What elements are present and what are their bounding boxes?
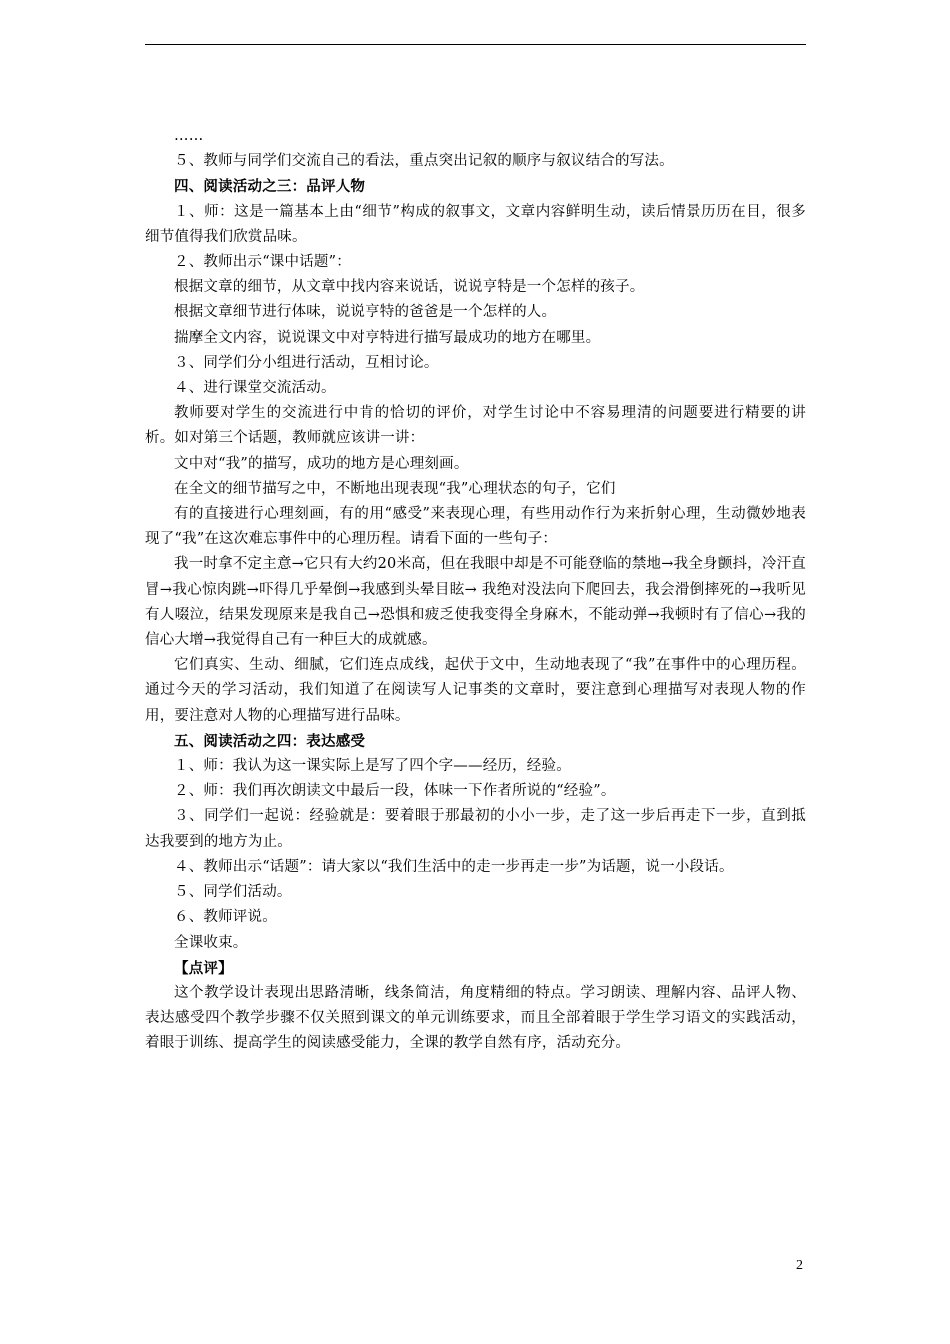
- paragraph: 文中对“我”的描写，成功的地方是心理刻画。: [174, 455, 469, 472]
- paragraph: ５、同学们活动。: [174, 884, 292, 901]
- paragraph: ４、教师出示“话题”：请大家以“我们生活中的走一步再走一步”为话题，说一小段话。: [174, 858, 734, 875]
- paragraph: 我一时拿不定主意→它只有大约20米高，但在我眼中却是不可能登临的禁地→我全身颤抖，冷汗直冒→我心惊肉跳→吓得几乎晕倒→我感到头晕目眩→ 我绝对没法向下爬回去，我会滑倒摔死的→我听见有人啜泣，结果发现原来是我自己→恐惧和疲乏使我变得全身麻木，不能动弹→我顿时有了信心→我的信心大增→我觉得自己有一种巨大的成就感。: [145, 556, 806, 649]
- section-heading: 五、阅读活动之四：表达感受: [174, 732, 366, 750]
- paragraph: ６、教师评说。: [174, 909, 277, 926]
- paragraph: １、师：这是一篇基本上由“细节”构成的叙事文，文章内容鲜明生动，读后情景历历在目，很多细节值得我们欣赏品味。: [145, 203, 806, 245]
- paragraph: 在全文的细节描写之中，不断地出现表现“我”心理状态的句子，它们: [174, 480, 616, 497]
- paragraph: ……: [174, 128, 204, 144]
- paragraph: ２、师：我们再次朗读文中最后一段，体味一下作者所说的“经验”。: [174, 783, 616, 800]
- section-heading: 【点评】: [174, 959, 233, 977]
- paragraph: 这个教学设计表现出思路清晰，线条简洁，角度精细的特点。学习朗读、理解内容、品评人物、表达感受四个教学步骤不仅关照到课文的单元训练要求，而且全部着眼于学生学习语文的实践活动，着眼于训练、提高学生的阅读感受能力，全课的教学自然有序，活动充分。: [145, 984, 806, 1052]
- section-heading: 四、阅读活动之三：品评人物: [174, 178, 366, 196]
- paragraph: １、师：我认为这一课实际上是写了四个字——经历，经验。: [174, 758, 571, 775]
- paragraph: 根据文章细节进行体味，说说亨特的爸爸是一个怎样的人。: [174, 304, 557, 321]
- page-number: 2: [796, 1258, 803, 1273]
- paragraph: 揣摩全文内容，说说课文中对亨特进行描写最成功的地方在哪里。: [174, 329, 601, 346]
- paragraph: ２、教师出示“课中话题”：: [174, 254, 351, 271]
- header-rule: [145, 44, 806, 45]
- paragraph: ３、同学们一起说：经验就是：要着眼于那最初的小小一步，走了这一步后再走下一步，直到抵达我要到的地方为止。: [145, 808, 806, 850]
- document-body: [145, 124, 806, 1057]
- paragraph: ４、进行课堂交流活动。: [174, 380, 336, 397]
- paragraph: 根据文章的细节，从文章中找内容来说话，说说亨特是一个怎样的孩子。: [174, 279, 645, 296]
- paragraph: ５、教师与同学们交流自己的看法，重点突出记叙的顺序与叙议结合的写法。: [174, 153, 674, 170]
- paragraph: 它们真实、生动、细腻，它们连点成线，起伏于文中，生动地表现了“我”在事件中的心理历程。通过今天的学习活动，我们知道了在阅读写人记事类的文章时，要注意到心理描写对表现人物的作用，要注意对人物的心理描写进行品味。: [145, 657, 806, 724]
- paragraph: ３、同学们分小组进行活动，互相讨论。: [174, 354, 439, 371]
- paragraph: 教师要对学生的交流进行中肯的恰切的评价，对学生讨论中不容易理清的问题要进行精要的讲析。如对第三个话题，教师就应该讲一讲：: [145, 405, 806, 447]
- paragraph: 全课收束。: [174, 934, 248, 951]
- paragraph: 有的直接进行心理刻画，有的用“感受”来表现心理，有些用动作行为来折射心理，生动微妙地表现了“我”在这次难忘事件中的心理历程。请看下面的一些句子：: [145, 506, 806, 548]
